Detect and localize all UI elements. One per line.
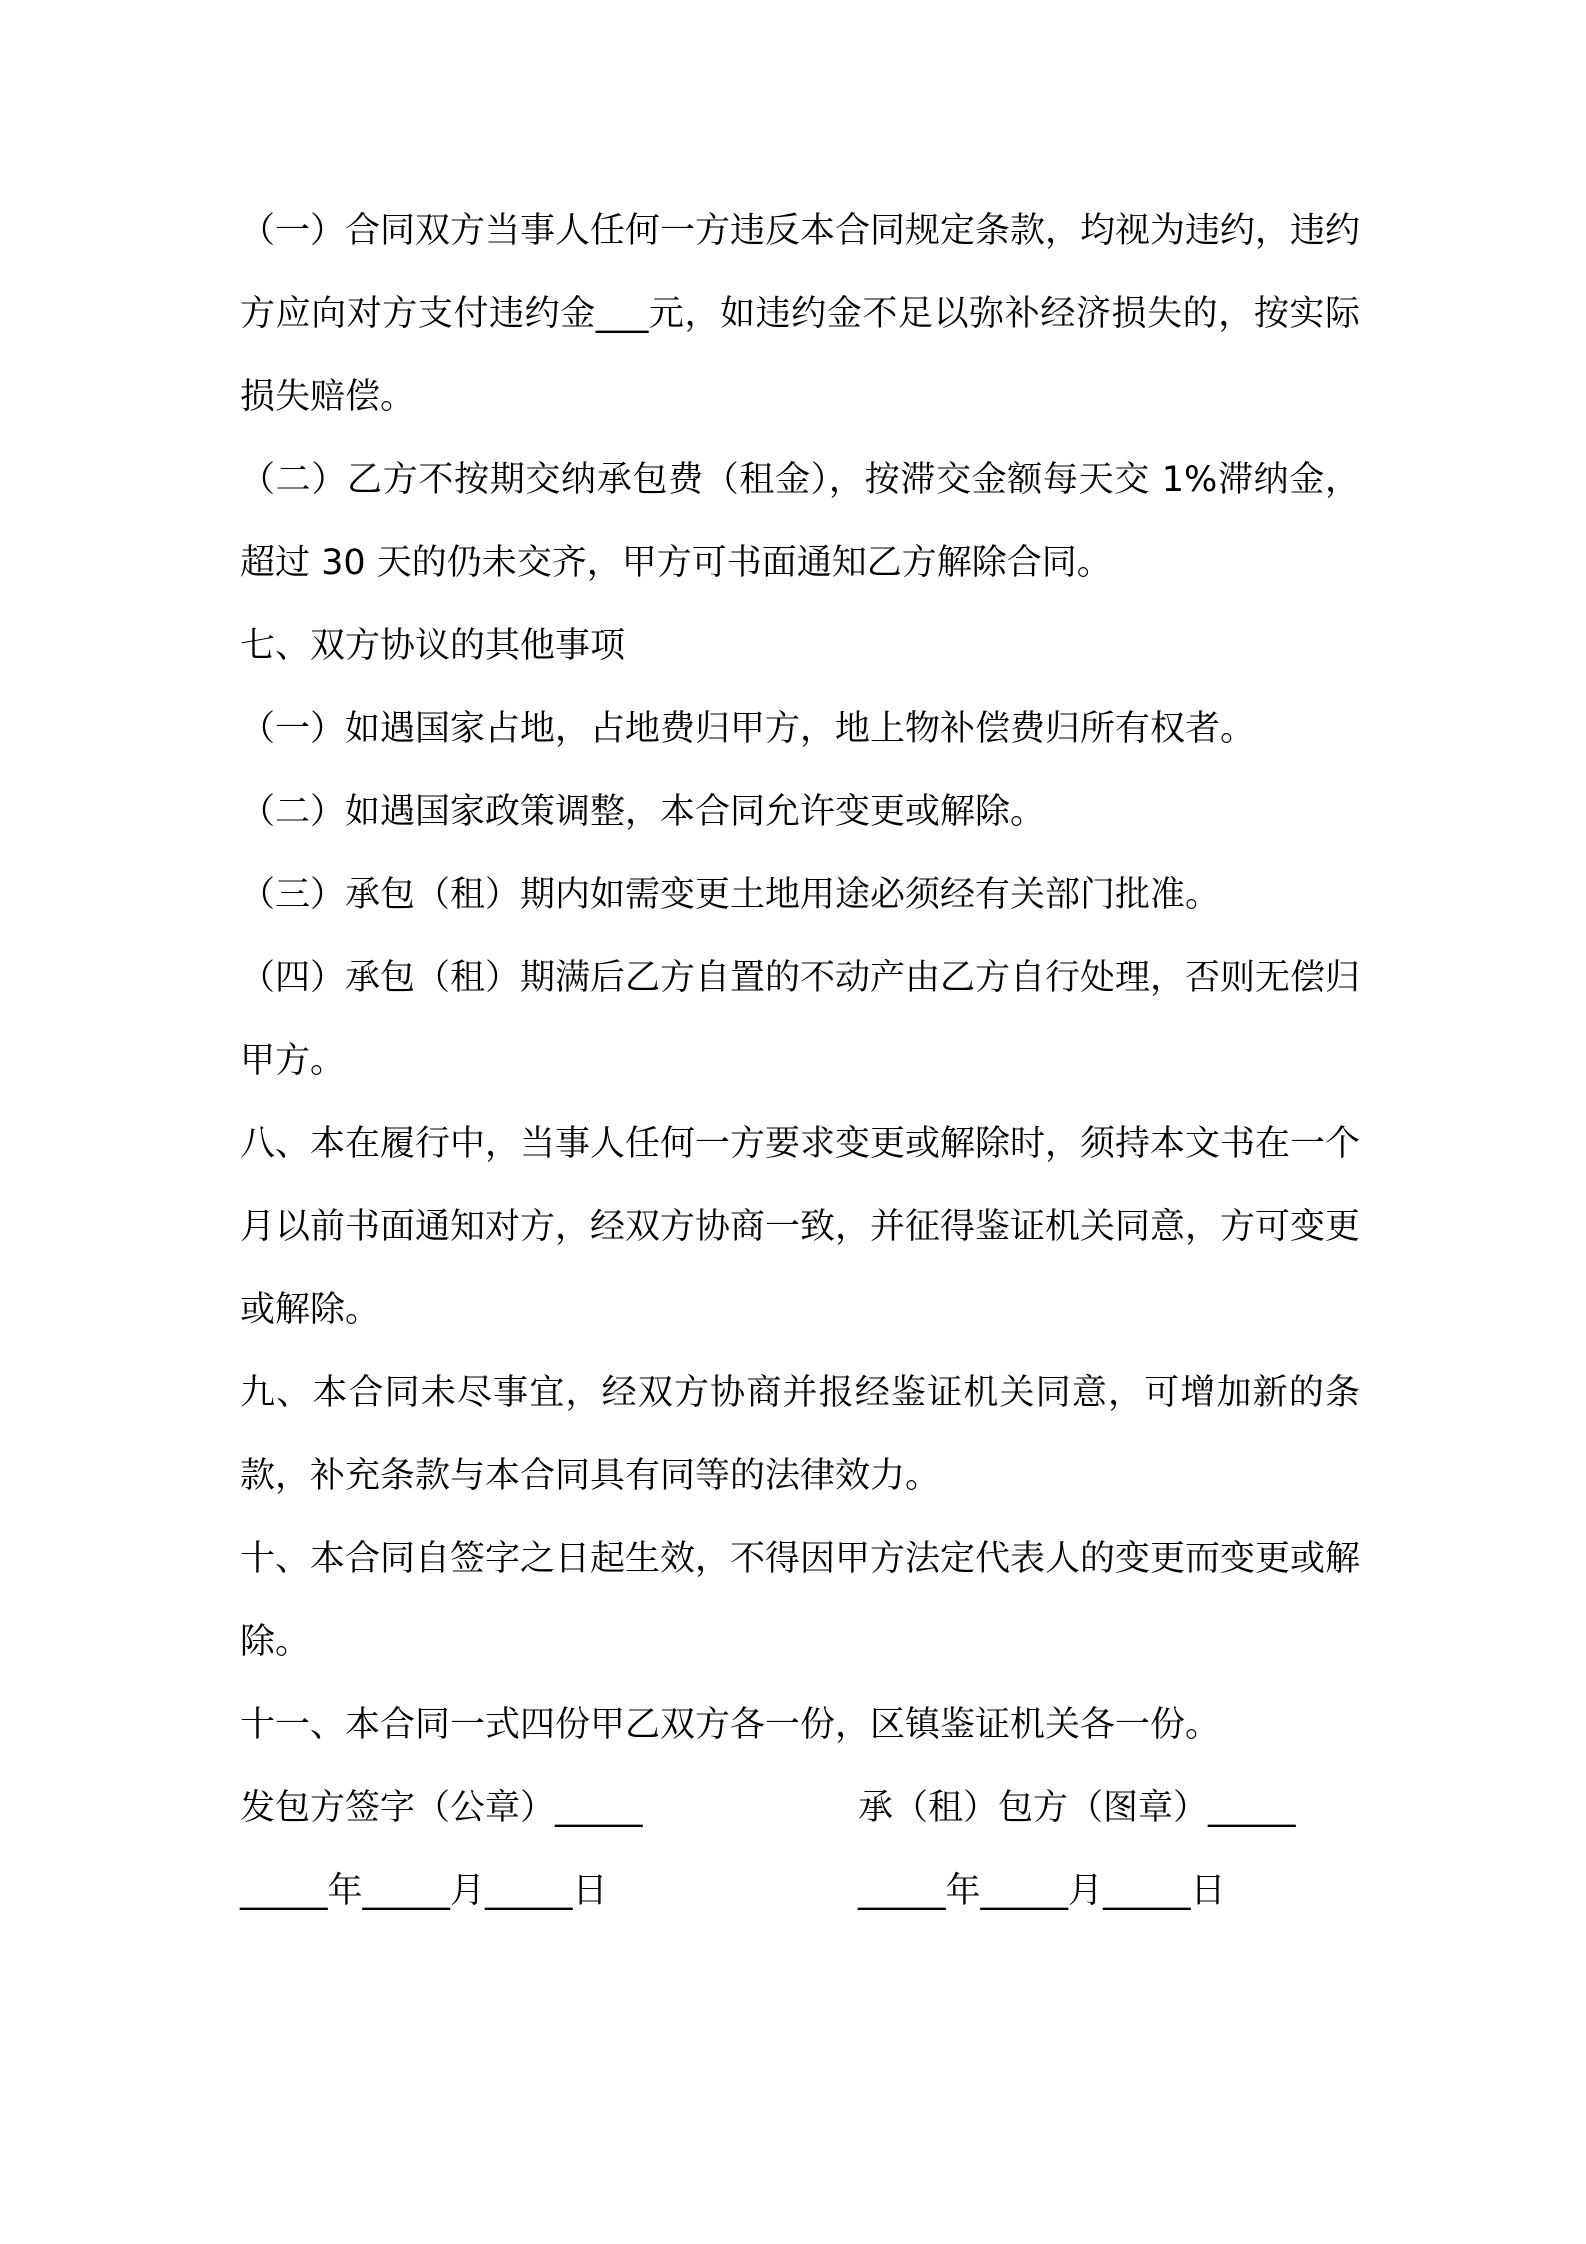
contractor-date: _____年_____月_____日 — [240, 1871, 608, 1911]
document-body — [240, 190, 1360, 1933]
section-8: 八、本在履行中，当事人任何一方要求变更或解除时，须持本文书在一个月以前书面通知对方，经双方协商一致，并征得鉴证机关同意，方可变更或解除。 — [240, 1124, 1361, 1330]
clause-6-2: （二）乙方不按期交纳承包费（租金），按滞交金额每天交 1%滞纳金，超过 30 天的仍未交齐，甲方可书面通知乙方解除合同。 — [240, 460, 1360, 583]
lessee-signature-label: 承（租）包方（图章）_____ — [858, 1788, 1296, 1828]
section-10: 十、本合同自签字之日起生效，不得因甲方法定代表人的变更而变更或解除。 — [240, 1539, 1361, 1662]
signature-row — [240, 1767, 1360, 1850]
clause-7-3: （三）承包（租）期内如需变更土地用途必须经有关部门批准。 — [240, 875, 1221, 915]
clause-7-1: （一）如遇国家占地，占地费归甲方，地上物补偿费归所有权者。 — [240, 709, 1256, 749]
clause-7-2: （二）如遇国家政策调整，本合同允许变更或解除。 — [240, 792, 1046, 832]
clause-7-4: （四）承包（租）期满后乙方自置的不动产由乙方自行处理，否则无偿归甲方。 — [240, 958, 1361, 1081]
section-9: 九、本合同未尽事宜，经双方协商并报经鉴证机关同意，可增加新的条款，补充条款与本合同具有同等的法律效力。 — [240, 1373, 1360, 1496]
date-row — [240, 1850, 1360, 1933]
section-11: 十一、本合同一式四份甲乙双方各一份，区镇鉴证机关各一份。 — [240, 1705, 1221, 1745]
lessee-date: _____年_____月_____日 — [858, 1871, 1226, 1911]
section-7-heading: 七、双方协议的其他事项 — [240, 626, 626, 666]
clause-6-1: （一）合同双方当事人任何一方违反本合同规定条款，均视为违约，违约方应向对方支付违约金___元，如违约金不足以弥补经济损失的，按实际损失赔偿。 — [240, 211, 1361, 417]
contractor-signature-label: 发包方签字（公章）_____ — [240, 1788, 643, 1828]
